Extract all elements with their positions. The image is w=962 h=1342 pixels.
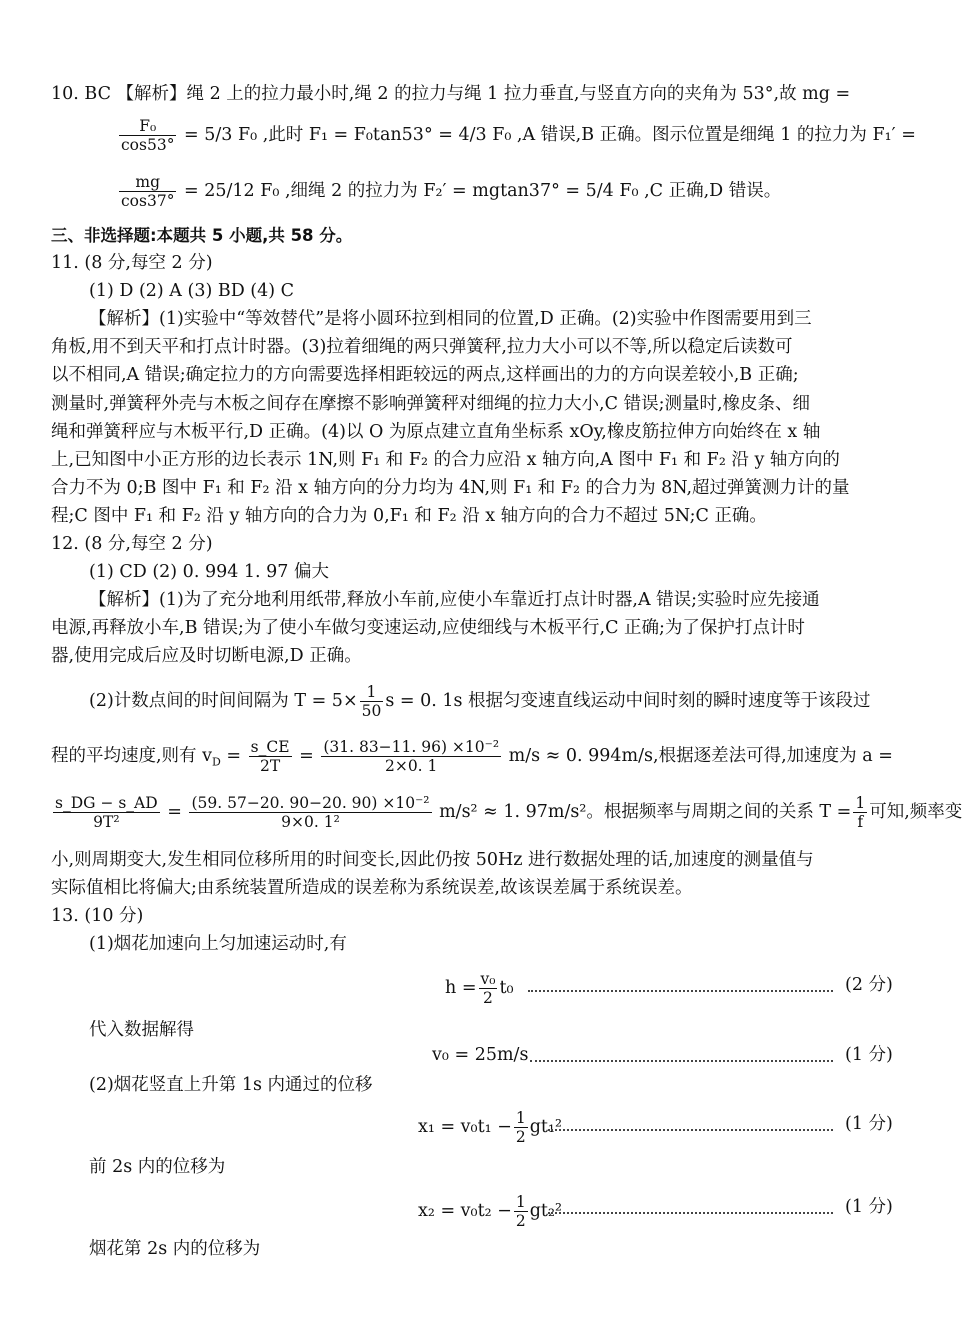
fraction: $\frac{\text{F₀}}{\cos 53^\circ}$ [121,117,175,154]
equation: h = $\frac{\text{v₀}}{2}$ t₀ [445,970,514,1007]
q13-text: (1)烟花加速向上匀加速运动时,有 [89,934,347,954]
q11-head: 11. (8 分,每空 2 分) [51,253,213,273]
q12-head: 12. (8 分,每空 2 分) [51,534,213,554]
q11-answers: (1) D (2) A (3) BD (4) C [89,281,295,301]
section-heading: 三、非选择题:本题共 5 小题,共 58 分。 [51,226,353,245]
score: (1 分) [845,1197,893,1217]
q13-text: 前 2s 内的位移为 [89,1157,226,1177]
q10-line1: 10. BC 【解析】绳 2 上的拉力最小时,绳 2 的拉力与绳 1 拉力垂直,与竖直方向的夹角为 53°,故 mg = [51,84,851,104]
q12-analysis: 器,使用完成后应及时切断电源,D 正确。 [51,646,362,666]
fraction: $\frac{1}{2}$ [515,1193,526,1230]
q10-line3: $\frac{mg}{\cos 37^\circ}$ = 25/12 F₀ ,细绳 2 的拉力为 F₂′ = mgtan37° = 5/4 F₀ ,C 正确,D 错误。 [121,173,782,210]
q11-analysis: 测量时,弹簧秤外壳与木板之间存在摩擦不影响弹簧秤对细绳的拉力大小,C 错误;测量时,橡皮条、细 [51,394,811,414]
fraction: $\frac{1}{2}$ [515,1109,526,1146]
leader-dots [528,990,833,992]
q12-analysis: 实际值相比将偏大;由系统装置所造成的误差称为系统误差,故该误差属于系统误差。 [51,878,693,898]
q12-answers: (1) CD (2) 0. 994 1. 97 偏大 [89,562,330,582]
q12-analysis: 小,则周期变大,发生相同位移所用的时间变长,因此仍按 50Hz 进行数据处理的话,加速度的测量值与 [51,850,814,870]
equation: x₁ = v₀t₁ − $\frac{1}{2}$ gt₁² [418,1109,562,1146]
leader-dots [530,1060,833,1062]
q11-analysis: 上,已知图中小正方形的边长表示 1N,则 F₁ 和 F₂ 的合力应沿 x 轴方向,A 图中 F₁ 和 F₂ 沿 y 轴方向的 [51,450,840,470]
fraction: $\frac{s\_DG - s\_AD}{\text{9T²}}$ [55,794,158,831]
q12-line6: $\frac{s\_DG - s\_AD}{\text{9T²}}$ = $\frac{\text{(59. 57−20. 90−20. 90) ×10⁻²}}{\text{9×0. 1²}}$ m/s² ≈ 1. 97m/s²。根据频率与周期之间的关系 T = $\frac{1}{f}$ 可知,频率变 [55,794,962,831]
score: (1 分) [845,1114,893,1134]
leader-dots [548,1212,833,1214]
equation: x₂ = v₀t₂ − $\frac{1}{2}$ gt₂² [418,1193,562,1230]
fraction: $\frac{s\_CE}{2T}$ [250,738,290,775]
q11-analysis: 绳和弹簧秤应与木板平行,D 正确。(4)以 O 为原点建立直角坐标系 xOy,橡皮筋拉伸方向始终在 x 轴 [51,422,821,442]
q11-analysis: 合力不为 0;B 图中 F₁ 和 F₂ 沿 x 轴方向的分力均为 4N,则 F₁ 和 F₂ 的合力为 8N,超过弹簧测力计的量 [51,478,850,498]
q13-text: 烟花第 2s 内的位移为 [89,1239,261,1259]
q13-text: 代入数据解得 [89,1020,194,1040]
q11-analysis: 【解析】(1)实验中“等效替代”是将小圆环拉到相同的位置,D 正确。(2)实验中作图需要用到三 [89,309,812,329]
q11-analysis: 程;C 图中 F₁ 和 F₂ 沿 y 轴方向的合力为 0,F₁ 和 F₂ 沿 x 轴方向的合力不超过 5N;C 正确。 [51,506,767,526]
score: (1 分) [845,1045,893,1065]
q12-line5: 程的平均速度,则有 $v_D$ = $\frac{s\_CE}{2T}$ = $\frac{\text{(31. 83−11. 96) ×10⁻²}}{2\times 0. 1}$ m/s ≈ 0. 994m/s,根据逐差法可得,加速度为 a = [51,738,893,775]
q10-line2: $\frac{\text{F₀}}{\cos 53^\circ}$ = 5/3 F₀ ,此时 F₁ = F₀tan53° = 4/3 F₀ ,A 错误,B 正确。图示位置是细绳 1 的拉力为 F₁′ = [121,117,916,154]
score: (2 分) [845,975,893,995]
q11-analysis: 以不相同,A 错误;确定拉力的方向需要选择相距较远的两点,这样画出的力的方向误差较小,B 正确; [51,365,799,385]
fraction: $\frac{1}{f}$ [855,794,866,831]
leader-dots [548,1129,833,1131]
q13-text: (2)烟花竖直上升第 1s 内通过的位移 [89,1075,373,1095]
fraction: $\frac{\text{(31. 83−11. 96) ×10⁻²}}{2\times 0. 1}$ [323,738,500,775]
fraction: $\frac{\text{v₀}}{2}$ [480,970,496,1007]
q12-analysis: 电源,再释放小车,B 错误;为了使小车做匀变速运动,应使细线与木板平行,C 正确;为了保护打点计时 [51,618,805,638]
fraction: $\frac{\text{(59. 57−20. 90−20. 90) ×10⁻²}}{\text{9×0. 1²}}$ [191,794,430,831]
q12-analysis: 【解析】(1)为了充分地利用纸带,释放小车前,应使小车靠近打点计时器,A 错误;实验时应先接通 [89,590,820,610]
fraction: $\frac{1}{50}$ [361,683,382,720]
equation: v₀ = 25m/s [432,1045,529,1065]
q13-head: 13. (10 分) [51,906,144,926]
q11-analysis: 角板,用不到天平和打点计时器。(3)拉着细绳的两只弹簧秤,拉力大小可以不等,所以稳定后读数可 [51,337,793,357]
q12-line4: (2)计数点间的时间间隔为 T = 5× $\frac{1}{50}$ s = 0. 1s 根据匀变速直线运动中间时刻的瞬时速度等于该段过 [89,683,871,720]
fraction: $\frac{mg}{\cos 37^\circ}$ [121,173,175,210]
